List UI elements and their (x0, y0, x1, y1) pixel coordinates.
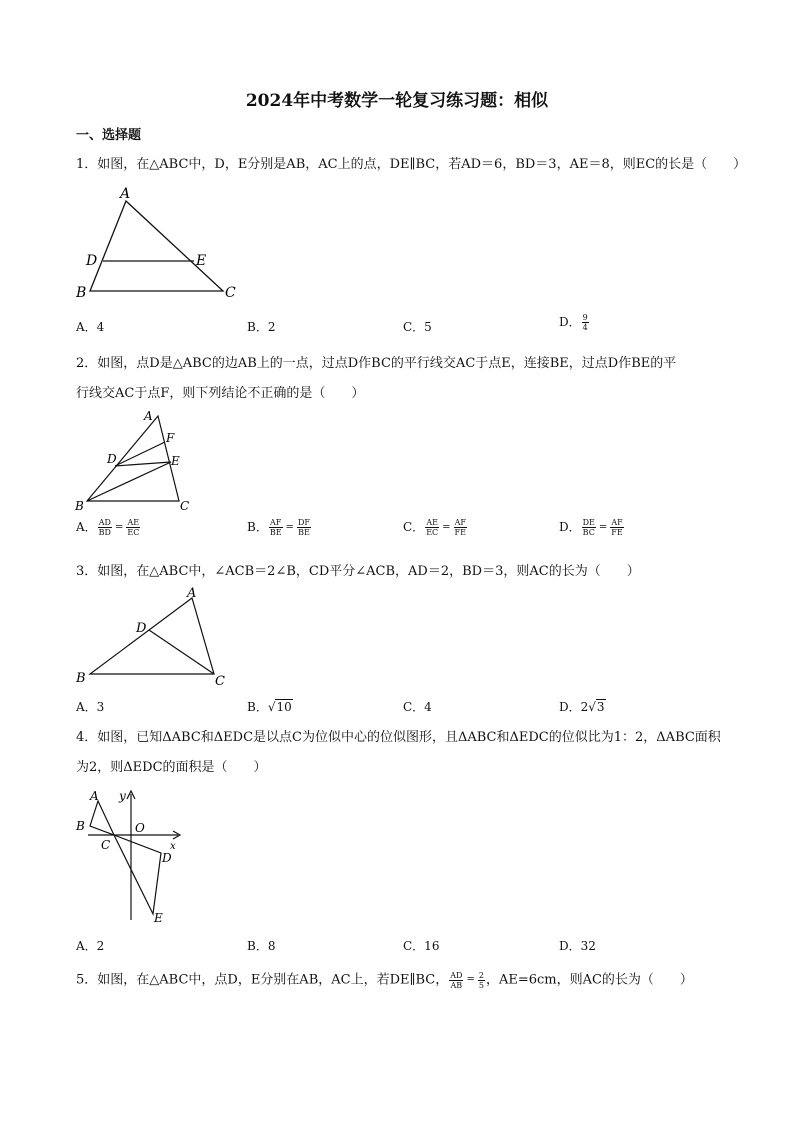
q3-option-b: B．√10 (247, 700, 292, 714)
question-3-text: 3．如图，在△ABC中，∠ACB＝2∠B，CD平分∠ACB，AD＝2，BD＝3，则AC的长为（ ） (76, 564, 640, 579)
label-C: C (101, 838, 111, 852)
label-D: D (136, 621, 147, 636)
question-1-figure (76, 183, 246, 303)
question-4-line2: 为2，则ΔEDC的面积是（ ） (76, 760, 267, 775)
q3-option-c: C．4 (403, 700, 432, 714)
page-title: 2024年中考数学一轮复习练习题：相似 (245, 91, 549, 111)
label-C: C (180, 499, 190, 513)
label-A: A (187, 586, 197, 601)
label-O: O (135, 821, 145, 835)
label-x: x (170, 841, 176, 852)
q2-option-b: B． $\frac{AF}{BE}$ = $\frac{DF}{BE}$ (247, 518, 310, 537)
label-A: A (90, 789, 99, 803)
q1-option-b: B．2 (247, 320, 276, 334)
label-D: D (107, 452, 117, 466)
label-F: F (166, 431, 175, 445)
label-A: A (120, 186, 131, 202)
question-2-figure (74, 406, 198, 516)
q2-option-c: C． $\frac{AE}{EC}$ = $\frac{AF}{FE}$ (403, 518, 466, 537)
label-E: E (196, 253, 207, 269)
section-heading: 一、选择题 (76, 128, 142, 143)
question-4-figure (74, 786, 184, 926)
label-C: C (215, 674, 225, 689)
q4-option-a: A．2 (76, 939, 105, 953)
q4-option-c: C．16 (403, 939, 440, 953)
q1-option-c: C．5 (403, 320, 432, 334)
label-B: B (76, 671, 86, 686)
label-y: y (119, 789, 126, 803)
question-4-line1: 4．如图，已知ΔABC和ΔEDC是以点C为位似中心的位似图形，且ΔABC和ΔEDC的位似比为1：2，ΔABC面积 (76, 730, 721, 745)
label-B: B (76, 819, 85, 833)
label-C: C (225, 285, 236, 301)
q1-option-d: D． $\frac{9}{4}$ (559, 313, 588, 332)
q4-option-d: D．32 (559, 939, 596, 953)
label-A: A (144, 409, 153, 423)
q3-option-a: A．3 (76, 700, 105, 714)
label-E: E (154, 911, 163, 925)
q3-option-d: D．2√3 (559, 700, 605, 714)
question-2-line1: 2．如图，点D是△ABC的边AB上的一点，过点D作BC的平行线交AC于点E，连接BE，过点D作BE的平 (76, 356, 677, 371)
question-5-text: 5．如图，在△ABC中，点D，E分别在AB，AC上，若DE∥BC， $\frac{AD}{AB}$ = $\frac{2}{5}$ ，AE=6cm，则AC的长为（ ） (76, 970, 693, 990)
question-2-line2: 行线交AC于点F，则下列结论不正确的是（ ） (76, 386, 365, 401)
label-D: D (86, 253, 98, 269)
q4-option-b: B．8 (247, 939, 276, 953)
label-E: E (171, 454, 180, 468)
label-B: B (76, 285, 87, 301)
q2-option-d: D． $\frac{DE}{BC}$ = $\frac{AF}{FE}$ (559, 518, 623, 537)
question-3-figure (74, 586, 234, 690)
label-D: D (162, 851, 172, 865)
q1-option-a: A．4 (76, 320, 105, 334)
question-1-text: 1．如图，在△ABC中，D，E分别是AB，AC上的点，DE∥BC，若AD＝6，BD＝3，AE＝8，则EC的长是（ ） (76, 157, 747, 172)
q2-option-a: A． $\frac{AD}{BD}$ = $\frac{AE}{EC}$ (76, 518, 140, 537)
label-B: B (75, 499, 84, 513)
